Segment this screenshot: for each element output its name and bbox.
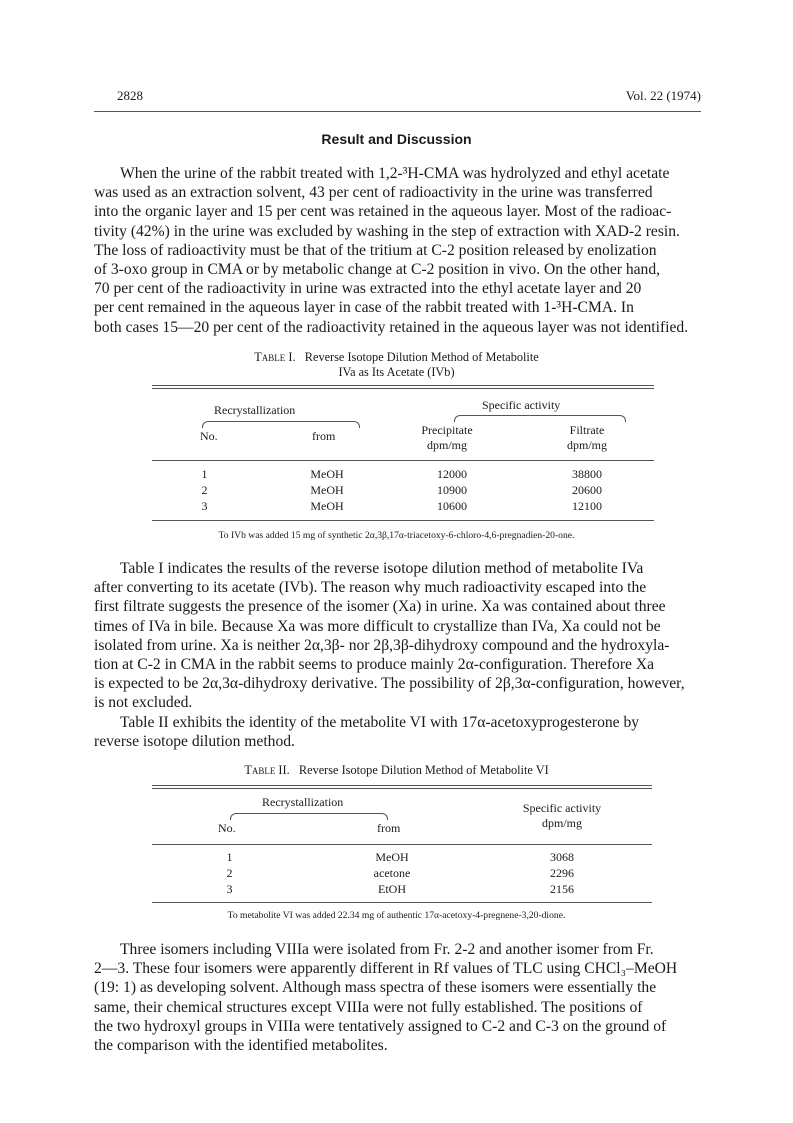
table1-caption — [0, 350, 793, 380]
table1-header-from: from — [312, 429, 336, 443]
text-line: Three isomers including VIIIa were isolated from Fr. 2-2 and another isomer from Fr. — [120, 941, 654, 958]
table-rule — [152, 385, 654, 386]
table1-header-no: No. — [200, 429, 218, 443]
table-cell: 2156 — [550, 882, 574, 896]
text-line: tion at C-2 in CMA in the rabbit seems to produce mainly 2α-configuration. Therefore Xa — [94, 656, 655, 674]
table-cell: 3068 — [550, 850, 574, 864]
table-rule — [152, 902, 652, 903]
table-cell: 10600 — [437, 499, 467, 513]
paragraph-4 — [94, 940, 725, 1055]
table2-header-from: from — [377, 821, 401, 835]
table2-header-no: No. — [218, 821, 236, 835]
table-rule — [152, 785, 652, 786]
text-line: When the urine of the rabbit treated with 1,2-³H-CMA was hydrolyzed and ethyl acetate — [120, 165, 670, 182]
page-number: 2828 — [117, 88, 143, 103]
table-cell: acetone — [373, 866, 411, 880]
table-cell: 38800 — [572, 467, 602, 481]
paragraph-3 — [94, 713, 725, 751]
table2-caption — [0, 763, 793, 778]
text-line: is expected to be 2α,3α-dihydroxy derivative. The possibility of 2β,3α-configuration, however, — [94, 675, 685, 693]
text-line: after converting to its acetate (IVb). The reason why much radioactivity escaped into the — [94, 579, 647, 597]
header-line: Precipitate — [421, 423, 473, 437]
table-cell: MeOH — [310, 499, 344, 513]
text-line: times of IVa in bile. Because Xa was more difficult to crystallize than IVa, Xa could not be — [94, 617, 661, 635]
text-line: (19: 1) as developing solvent. Although mass spectra of these isomers were essentially the — [94, 979, 657, 997]
header-unit: dpm/mg — [566, 438, 607, 452]
text-line: Table I indicates the results of the reverse isotope dilution method of metabolite IVa — [120, 560, 644, 577]
table-rule — [152, 460, 654, 461]
table-cell: 12000 — [437, 467, 467, 481]
table2-label: Table II. — [244, 763, 290, 777]
table-rule — [152, 844, 652, 845]
table-cell: 3 — [226, 882, 233, 896]
text-line: is not excluded. — [94, 694, 193, 712]
paragraph-1 — [94, 164, 725, 337]
table2-footnote: To metabolite VI was added 22.34 mg of authentic 17α-acetoxy-4-pregnene-3,20-dione. — [227, 910, 566, 921]
table-cell: 1 — [201, 467, 208, 481]
text-line: isolated from urine. Xa is neither 2α,3β- nor 2β,3β-dihydroxy compound and the hydroxyla- — [94, 636, 670, 654]
text-line: tivity (42%) in the urine was excluded by washing in the step of extraction with XAD-2 resin. — [94, 222, 680, 240]
text-line: 2—3. These four isomers were apparently different in Rf values of TLC using CHCl₃–MeOH — [94, 960, 678, 978]
table1 — [152, 385, 654, 525]
text-line: was used as an extraction solvent, 43 per cent of radioactivity in the urine was transferred — [94, 184, 653, 202]
table-cell: 2 — [226, 866, 233, 880]
table-cell: 3 — [201, 499, 208, 513]
text-line: the two hydroxyl groups in VIIIa were tentatively assigned to C-2 and C-3 on the ground of — [94, 1017, 667, 1035]
text-line: 70 per cent of the radioactivity in urine was extracted into the ethyl acetate layer and 20 — [94, 280, 642, 298]
table-cell: 10900 — [437, 483, 467, 497]
table-cell: 2296 — [550, 866, 574, 880]
table-rule — [152, 520, 654, 521]
table1-caption-line1: Reverse Isotope Dilution Method of Metabolite — [304, 350, 539, 364]
text-line: of 3-oxo group in CMA or by metabolic change at C-2 position in vivo. On the other hand, — [94, 261, 661, 279]
table-cell: 2 — [201, 483, 208, 497]
table-cell: 1 — [226, 850, 233, 864]
table2 — [152, 785, 652, 905]
header-rule — [94, 111, 701, 112]
table1-label: Table I. — [254, 350, 296, 364]
table1-group-recrystallization: Recrystallization — [214, 403, 296, 417]
table-rule — [152, 388, 654, 389]
table-cell: EtOH — [378, 882, 406, 896]
text-line: first filtrate suggests the presence of the isomer (Xa) in urine. Xa was contained about three — [94, 598, 666, 616]
header-unit: dpm/mg — [426, 438, 467, 452]
text-line: reverse isotope dilution method. — [94, 733, 295, 751]
text-line: Table II exhibits the identity of the metabolite VI with 17α-acetoxyprogesterone by — [120, 714, 640, 731]
text-line: The loss of radioactivity must be that of the tritium at C-2 position released by enolization — [94, 241, 657, 259]
table-cell: 12100 — [572, 499, 602, 513]
header-line: Filtrate — [569, 423, 605, 437]
text-line: the comparison with the identified metabolites. — [94, 1037, 388, 1055]
table-cell: MeOH — [310, 467, 344, 481]
header-line: Specific activity — [522, 801, 602, 815]
table1-group-brace — [202, 421, 360, 428]
table-rule — [152, 788, 652, 789]
journal-volume: Vol. 22 (1974) — [625, 88, 701, 103]
table-cell: 20600 — [572, 483, 602, 497]
text-line: both cases 15—20 per cent of the radioactivity retained in the aqueous layer was not identified. — [94, 318, 689, 336]
table-cell: MeOH — [310, 483, 344, 497]
text-line: into the organic layer and 15 per cent was retained in the aqueous layer. Most of the radioac- — [94, 203, 672, 221]
text-line: same, their chemical structures except VIIIa were not fully established. The positions of — [94, 998, 643, 1016]
table2-caption-text: Reverse Isotope Dilution Method of Metabolite VI — [298, 763, 549, 777]
table1-header-filtrate — [532, 423, 642, 453]
text-line: per cent remained in the aqueous layer in case of the rabbit treated with 1-³H-CMA. In — [94, 299, 634, 317]
table2-group-recrystallization: Recrystallization — [262, 795, 344, 809]
table2-group-brace — [230, 813, 388, 820]
table-cell: MeOH — [375, 850, 409, 864]
header-unit: dpm/mg — [541, 816, 582, 830]
table1-group-specific-activity: Specific activity — [482, 398, 561, 412]
table1-caption-line2: IVa as Its Acetate (IVb) — [338, 365, 455, 379]
table1-group-brace — [454, 415, 626, 422]
section-title: Result and Discussion — [321, 131, 472, 147]
table1-header-precipitate — [392, 423, 502, 453]
table2-header-specific-activity — [492, 801, 632, 831]
paragraph-2 — [94, 559, 725, 713]
table1-footnote: To IVb was added 15 mg of synthetic 2α,3β,17α-triacetoxy-6-chloro-4,6-pregnadien-20-one. — [218, 530, 575, 541]
